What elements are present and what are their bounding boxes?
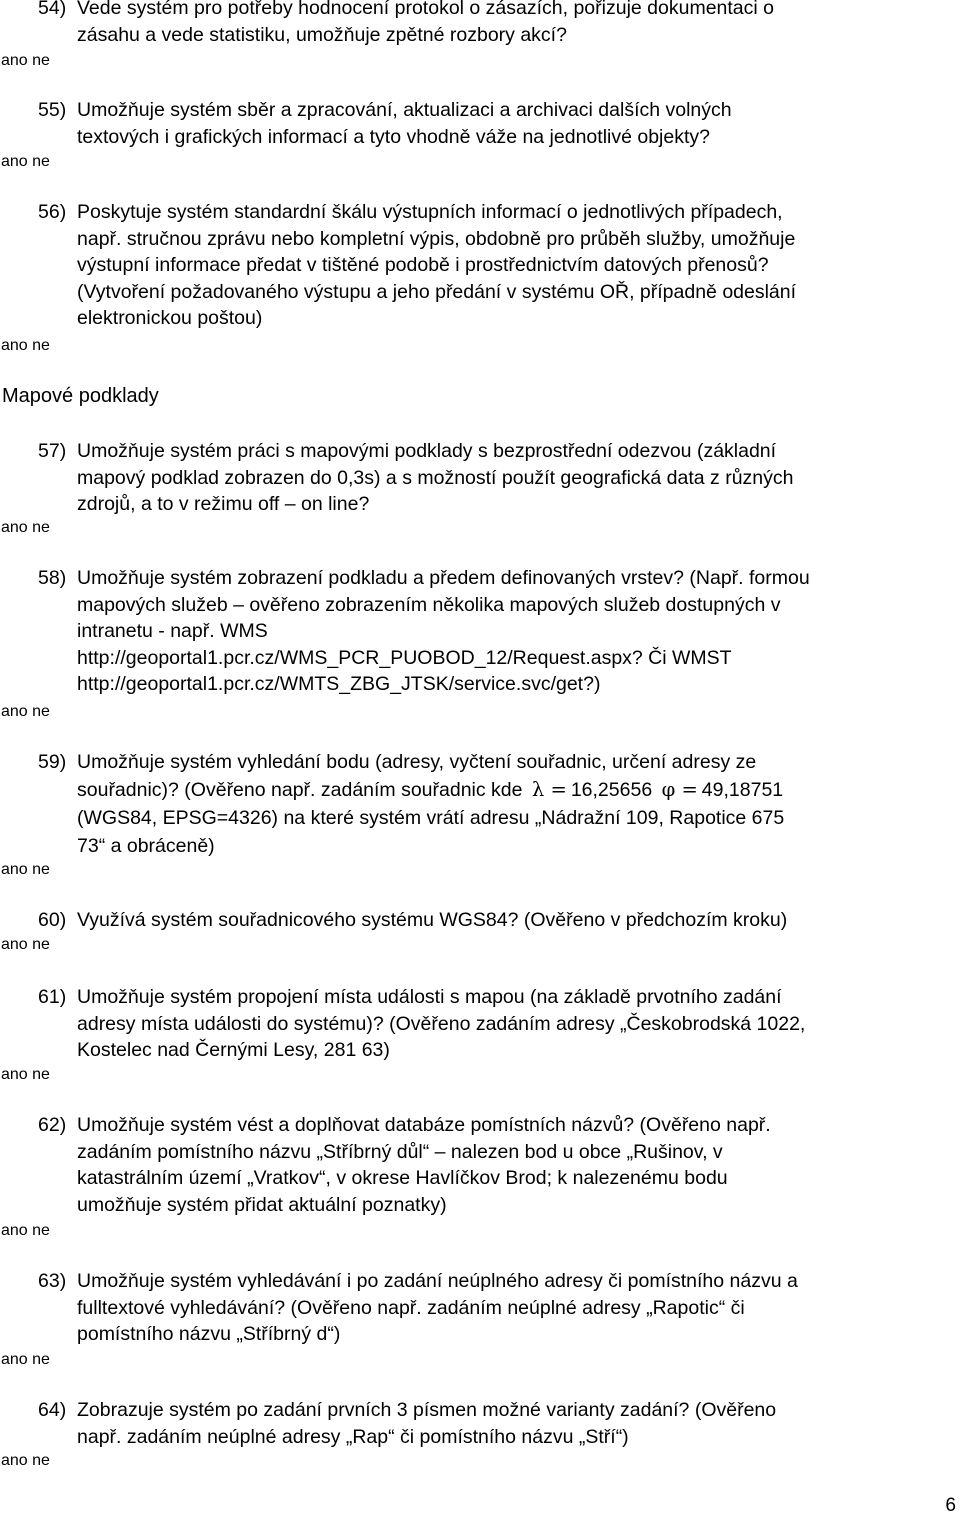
question-text-line: Umožňuje systém vyhledávání i po zadání neúplného adresy či pomístního názvu a <box>77 1270 798 1292</box>
question-text-line: pomístního názvu „Stříbrný d“) <box>77 1323 341 1345</box>
question-number: 58) <box>38 567 67 589</box>
question-55 <box>38 97 953 150</box>
answer-options[interactable]: ano ne <box>1 153 50 170</box>
lambda-symbol: λ = <box>531 778 567 801</box>
question-text-line: katastrálním území „Vratkov“, v okrese Havlíčkov Brod; k nalezenému bodu <box>77 1167 728 1189</box>
question-63 <box>38 1268 953 1348</box>
question-text-line: Vede systém pro potřeby hodnocení protokol o zásazích, pořizuje dokumentaci o <box>77 0 774 19</box>
question-text-line <box>77 776 953 804</box>
question-text-line: např. zadáním neúplné adresy „Rap“ či pomístního názvu „Stří“) <box>77 1425 629 1448</box>
question-text-line: (Vytvoření požadovaného výstupu a jeho předání v systému OŘ, případně odeslání <box>77 280 797 303</box>
question-text-line: textových i grafických informací a tyto vhodně váže na jednotlivé objekty? <box>77 125 710 148</box>
question-59 <box>38 748 953 860</box>
answer-options[interactable]: ano ne <box>1 1351 50 1368</box>
question-number: 64) <box>38 1399 67 1421</box>
answer-options[interactable]: ano ne <box>1 52 50 69</box>
question-60 <box>38 907 953 934</box>
question-text-line: fulltextové vyhledávání? (Ověřeno např. zadáním neúplné adresy „Rapotic“ či <box>77 1296 745 1319</box>
question-58 <box>38 565 953 698</box>
question-number: 57) <box>38 440 67 462</box>
question-number: 55) <box>38 99 67 121</box>
question-text-line: mapový podklad zobrazen do 0,3s) a s možností použít geografická data z různých <box>77 466 794 489</box>
question-text-line: např. stručnou zprávu nebo kompletní výpis, obdobně pro průběh služby, umožňuje <box>77 227 796 250</box>
question-64 <box>38 1397 953 1450</box>
question-number: 60) <box>38 909 67 931</box>
question-57 <box>38 438 953 518</box>
phi-value: 49,18751 <box>701 779 784 801</box>
question-number: 63) <box>38 1270 67 1292</box>
question-text-line: 73“ a obráceně) <box>77 835 215 857</box>
answer-options[interactable]: ano ne <box>1 1222 50 1239</box>
question-61 <box>38 984 953 1064</box>
answer-options[interactable]: ano ne <box>1 1066 50 1083</box>
page-number: 6 <box>945 1495 956 1516</box>
question-text-line: Zobrazuje systém po zadání prvních 3 písmen možné varianty zadání? (Ověřeno <box>77 1399 777 1421</box>
question-text-line: http://geoportal1.pcr.cz/WMS_PCR_PUOBOD_12/Request.aspx? Či WMST <box>77 646 732 669</box>
question-number: 54) <box>38 0 67 19</box>
question-text-line: (WGS84, EPSG=4326) na které systém vrátí adresu „Nádražní 109, Rapotice 675 <box>77 807 785 829</box>
question-text-line: intranetu - např. WMS <box>77 620 268 642</box>
answer-options[interactable]: ano ne <box>1 519 50 536</box>
question-62 <box>38 1112 953 1218</box>
question-text-line: Využívá systém souřadnicového systému WGS84? (Ověřeno v předchozím kroku) <box>77 909 788 931</box>
question-text-line: výstupní informace předat v tištěné podobě i prostřednictvím datových přenosů? <box>77 254 769 276</box>
question-text-line: Umožňuje systém sběr a zpracování, aktualizaci a archivaci dalších volných <box>77 99 732 121</box>
question-text-line: Umožňuje systém vést a doplňovat databáze pomístních názvů? (Ověřeno např. <box>77 1114 771 1136</box>
question-text-line: mapových služeb – ověřeno zobrazením několika mapových služeb dostupných v <box>77 593 781 616</box>
question-text-line: zásahu a vede statistiku, umožňuje zpětné rozbory akcí? <box>77 23 567 46</box>
section-heading: Mapové podklady <box>2 385 159 407</box>
question-text-line: elektronickou poštou) <box>77 307 263 329</box>
question-text-line: http://geoportal1.pcr.cz/WMTS_ZBG_JTSK/service.svc/get?) <box>77 673 601 695</box>
question-54 <box>38 0 953 48</box>
question-text-line: Poskytuje systém standardní škálu výstupních informací o jednotlivých případech, <box>77 201 783 223</box>
question-text-line: umožňuje systém přidat aktuální poznatky) <box>77 1193 447 1216</box>
question-number: 62) <box>38 1114 67 1136</box>
answer-options[interactable]: ano ne <box>1 703 50 720</box>
answer-options[interactable]: ano ne <box>1 1452 50 1469</box>
question-56 <box>38 199 953 332</box>
question-number: 61) <box>38 986 67 1008</box>
question-text-line: Umožňuje systém propojení místa události s mapou (na základě prvotního zadání <box>77 986 782 1008</box>
answer-options[interactable]: ano ne <box>1 337 50 354</box>
question-number: 56) <box>38 201 67 223</box>
question-number: 59) <box>38 751 67 773</box>
question-text-line: Umožňuje systém práci s mapovými podklady s bezprostřední odezvou (základní <box>77 440 777 462</box>
question-text-part: souřadnic)? (Ověřeno např. zadáním souřadnic kde <box>77 779 523 801</box>
answer-options[interactable]: ano ne <box>1 936 50 953</box>
answer-options[interactable]: ano ne <box>1 861 50 878</box>
question-text-line: Umožňuje systém zobrazení podkladu a předem definovaných vrstev? (Např. formou <box>77 567 810 589</box>
lambda-value: 16,25656 <box>570 779 653 801</box>
question-text-line: adresy místa události do systému)? (Ověřeno zadáním adresy „Českobrodská 1022, <box>77 1012 806 1035</box>
question-text-line: Umožňuje systém vyhledání bodu (adresy, vyčtení souřadnic, určení adresy ze <box>77 751 757 773</box>
phi-symbol: φ = <box>661 778 698 801</box>
question-text-line: zadáním pomístního názvu „Stříbrný důl“ – nalezen bod u obce „Rušinov, v <box>77 1140 723 1163</box>
question-text-line: Kostelec nad Černými Lesy, 281 63) <box>77 1039 390 1061</box>
question-text-line: zdrojů, a to v režimu off – on line? <box>77 493 370 515</box>
